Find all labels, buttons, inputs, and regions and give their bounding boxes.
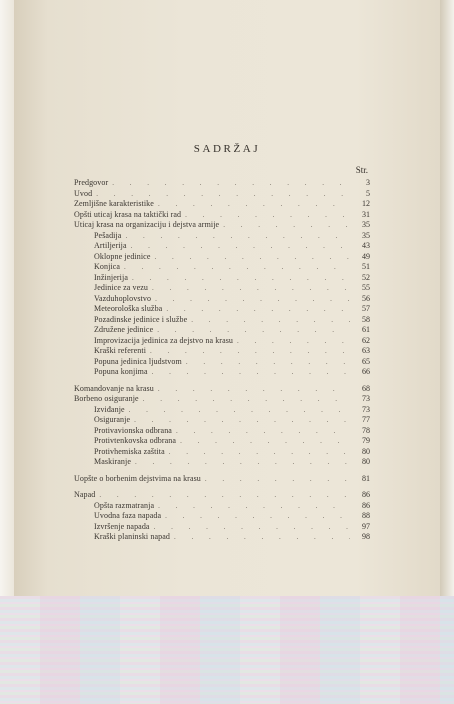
toc-entry [74, 241, 370, 252]
toc-entry-page-number: 52 [362, 272, 370, 282]
toc-entry-page-number: 57 [362, 304, 370, 313]
toc-entry-page-number: 31 [362, 209, 370, 219]
toc-entry [74, 384, 370, 395]
toc-entry-page-number: 79 [362, 436, 370, 445]
toc-entry-page-number: 86 [362, 490, 370, 499]
toc-entry [74, 436, 370, 447]
toc-entry-page-number: 88 [362, 511, 370, 520]
toc-entry-page-number: 73 [362, 404, 370, 414]
dot-leader [158, 384, 350, 394]
toc-entry-page-number: 58 [362, 314, 370, 324]
dot-leader [132, 273, 350, 283]
scan-artifact-stripes [0, 596, 454, 704]
toc-title: SADRŽAJ [193, 143, 261, 155]
toc-entry-label: Kraški planinski napad [94, 532, 170, 541]
dot-leader [135, 457, 350, 467]
toc-entry-label: Popuna jedinica ljudstvom [94, 356, 182, 366]
toc-entry-page-number: 73 [362, 394, 370, 403]
toc-entry-label: Zemljišne karakteristike [74, 199, 154, 208]
toc-entry-label: Meteorološka služba [94, 304, 163, 313]
dot-leader [191, 315, 350, 325]
toc-entry-label: Uticaj krasa na organizaciju i dejstva armije [74, 220, 220, 229]
toc-entry-label: Uvodna faza napada [94, 511, 162, 520]
toc-entry [74, 415, 370, 426]
toc-entry-label: Oklopne jedinice [94, 251, 151, 261]
toc-entry [74, 474, 370, 485]
toc-entry-page-number: 3 [366, 178, 370, 187]
toc-entry-label: Pešadija [94, 230, 122, 240]
toc-entry [74, 346, 370, 357]
page-column-header: Str. [355, 165, 368, 175]
dot-leader [131, 241, 350, 251]
dot-leader [158, 199, 350, 209]
toc-entry-label: Artiljerija [94, 241, 127, 250]
toc-entry-page-number: 68 [362, 383, 370, 393]
toc-entry-label: Pozadinske jedinice i službe [94, 314, 188, 324]
toc-entry-label: Napad [74, 490, 96, 499]
dot-leader [129, 405, 350, 415]
toc-entry-page-number: 80 [362, 446, 370, 456]
toc-entry-label: Opšta razmatranja [94, 500, 155, 510]
dot-leader [154, 522, 350, 532]
toc-entry-page-number: 63 [362, 346, 370, 355]
dot-leader [169, 447, 350, 457]
toc-entry-label: Jedinice za vezu [94, 283, 149, 292]
toc-entry [74, 178, 370, 189]
dot-leader [152, 283, 350, 293]
toc-entry-page-number: 98 [362, 532, 370, 541]
toc-entry [74, 231, 370, 242]
toc-entry-page-number: 97 [362, 521, 370, 531]
table-of-contents [74, 178, 370, 543]
dot-leader [112, 178, 350, 188]
toc-entry [74, 522, 370, 533]
dot-leader [152, 367, 350, 377]
dot-leader [165, 511, 350, 521]
toc-entry [74, 447, 370, 458]
dot-leader [186, 357, 350, 367]
toc-entry-label: Vazduhoplovstvo [94, 293, 152, 303]
dot-leader [154, 252, 350, 262]
dot-leader [134, 415, 350, 425]
toc-entry [74, 189, 370, 200]
toc-entry-label: Združene jedinice [94, 325, 154, 334]
dot-leader [158, 501, 350, 511]
toc-entry-page-number: 77 [362, 415, 370, 424]
dot-leader [143, 394, 350, 404]
dot-leader [125, 231, 350, 241]
toc-entry-page-number: 5 [366, 188, 370, 198]
toc-entry [74, 532, 370, 543]
toc-entry-page-number: 43 [362, 241, 370, 250]
toc-entry-label: Popuna konjima [94, 367, 148, 376]
toc-entry-page-number: 81 [362, 473, 370, 483]
toc-entry-page-number: 65 [362, 356, 370, 366]
toc-entry-label: Improvizacija jedinica za dejstvo na krasu [94, 335, 234, 345]
toc-entry-page-number: 55 [362, 283, 370, 292]
toc-entry-label: Protivavionska odbrana [94, 425, 172, 435]
toc-entry-page-number: 12 [362, 199, 370, 208]
toc-entry [74, 367, 370, 378]
toc-entry-page-number: 56 [362, 293, 370, 303]
toc-entry-label: Izviđanje [94, 404, 125, 414]
toc-entry-label: Uopšte o borbenim dejstvima na krasu [74, 473, 201, 483]
toc-entry-label: Komandovanje na krasu [74, 383, 154, 393]
toc-entry-label: Protivtenkovska odbrana [94, 436, 177, 445]
toc-entry [74, 394, 370, 405]
toc-entry [74, 511, 370, 522]
dot-leader [205, 474, 350, 484]
toc-entry [74, 501, 370, 512]
toc-entry [74, 325, 370, 336]
toc-entry-label: Uvod [74, 188, 93, 198]
toc-entry-page-number: 49 [362, 251, 370, 261]
toc-entry [74, 283, 370, 294]
toc-entry [74, 262, 370, 273]
toc-entry-page-number: 78 [362, 425, 370, 435]
toc-entry-page-number: 35 [362, 220, 370, 229]
dot-leader [180, 436, 350, 446]
toc-entry [74, 294, 370, 305]
dot-leader [166, 304, 350, 314]
toc-entry-page-number: 80 [362, 457, 370, 466]
toc-entry [74, 304, 370, 315]
dot-leader [174, 532, 350, 542]
toc-entry [74, 405, 370, 416]
toc-entry-label: Protivhemiska zaštita [94, 446, 165, 456]
toc-entry [74, 273, 370, 284]
toc-entry [74, 336, 370, 347]
toc-entry-page-number: 62 [362, 335, 370, 345]
toc-entry [74, 220, 370, 231]
toc-entry-page-number: 35 [362, 230, 370, 240]
dot-leader [157, 325, 350, 335]
dot-leader [150, 346, 350, 356]
toc-entry [74, 490, 370, 501]
toc-entry-page-number: 86 [362, 500, 370, 510]
dot-leader [223, 220, 350, 230]
toc-entry-label: Izvršenje napada [94, 521, 150, 531]
dot-leader [176, 426, 350, 436]
toc-entry-label: Borbeno osiguranje [74, 394, 139, 403]
toc-entry [74, 315, 370, 326]
toc-entry-page-number: 61 [362, 325, 370, 334]
toc-entry [74, 210, 370, 221]
toc-entry-label: Inžinjerija [94, 272, 128, 282]
dot-leader [155, 294, 350, 304]
toc-entry [74, 252, 370, 263]
toc-entry [74, 199, 370, 210]
dot-leader [96, 189, 350, 199]
toc-entry-label: Osiguranje [94, 415, 131, 424]
dot-leader [185, 210, 350, 220]
toc-entry-label: Predgovor [74, 178, 109, 187]
toc-entry-page-number: 66 [362, 367, 370, 376]
toc-entry-label: Opšti uticaj krasa na taktički rad [74, 209, 182, 219]
dot-leader [124, 262, 350, 272]
toc-entry [74, 426, 370, 437]
toc-entry [74, 357, 370, 368]
toc-entry-label: Maskiranje [94, 457, 131, 466]
toc-entry [74, 457, 370, 468]
toc-entry-label: Konjica [94, 262, 121, 271]
toc-entry-label: Kraški referenti [94, 346, 147, 355]
dot-leader [99, 490, 350, 500]
toc-entry-page-number: 51 [362, 262, 370, 271]
dot-leader [237, 336, 350, 346]
